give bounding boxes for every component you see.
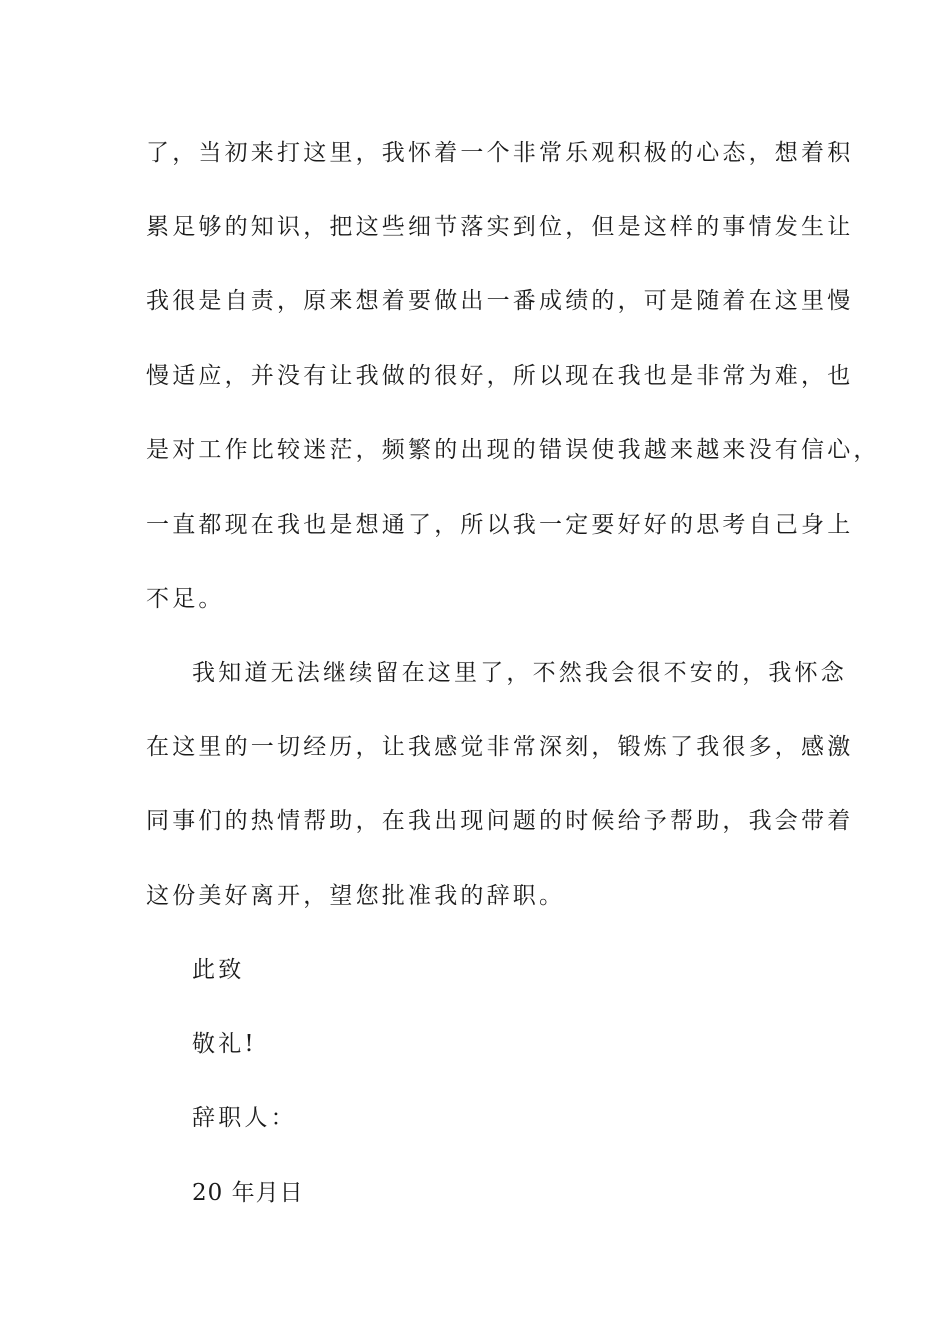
signer-label: 辞职人： [192, 1105, 297, 1131]
paragraph-1-line-5: 是对工作比较迷茫，频繁的出现的错误使我越来越来没有信心， [146, 437, 880, 463]
paragraph-2-line-2: 在这里的一切经历，让我感觉非常深刻，锻炼了我很多，感激 [146, 734, 854, 760]
paragraph-1-line-1: 了，当初来打这里，我怀着一个非常乐观积极的心态，想着积 [146, 140, 854, 166]
date-line: 20 年月日 [192, 1180, 304, 1206]
paragraph-2-line-3: 同事们的热情帮助，在我出现问题的时候给予帮助，我会带着 [146, 808, 854, 834]
paragraph-1-line-2: 累足够的知识，把这些细节落实到位，但是这样的事情发生让 [146, 214, 854, 240]
paragraph-1-line-4: 慢适应，并没有让我做的很好，所以现在我也是非常为难，也 [146, 363, 854, 389]
paragraph-1-line-7: 不足。 [146, 586, 225, 612]
paragraph-1-line-3: 我很是自责，原来想着要做出一番成绩的，可是随着在这里慢 [146, 288, 854, 314]
closing-regards: 敬礼! [192, 1031, 257, 1057]
closing-salutation: 此致 [192, 957, 245, 983]
paragraph-2-line-4: 这份美好离开，望您批准我的辞职。 [146, 883, 566, 909]
paragraph-2-line-1: 我知道无法继续留在这里了，不然我会很不安的，我怀念 [192, 660, 847, 686]
paragraph-1-line-6: 一直都现在我也是想通了，所以我一定要好好的思考自己身上 [146, 512, 854, 538]
